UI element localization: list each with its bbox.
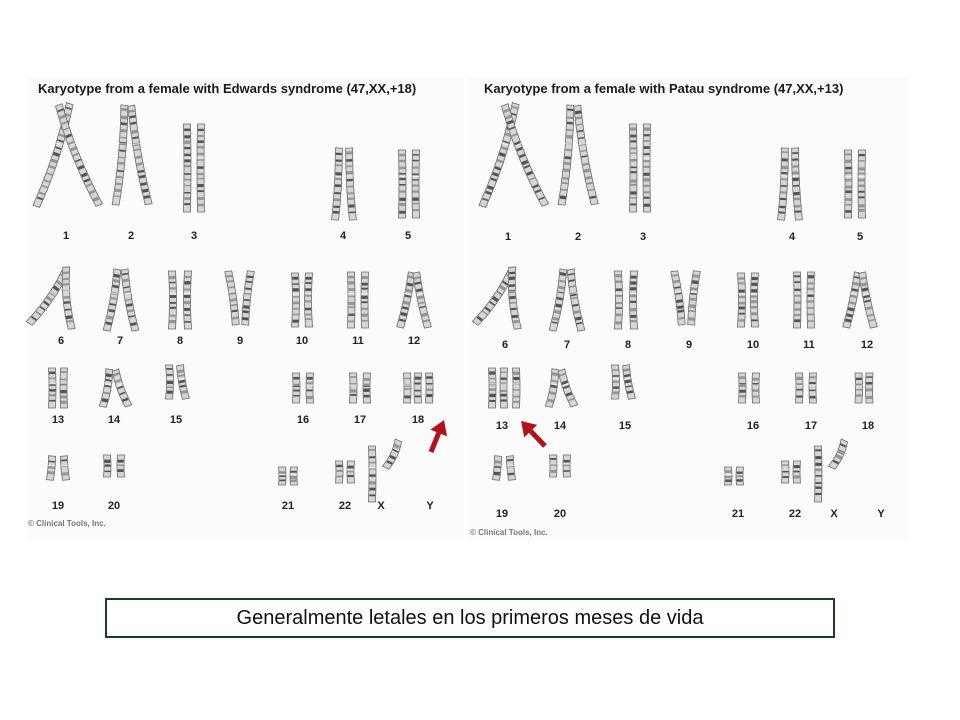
patau-chromosome-set — [468, 78, 908, 540]
chromosome-x-1 — [369, 446, 377, 502]
chromosome-label-16: 16 — [746, 420, 760, 432]
chromosome-3-2 — [197, 124, 205, 212]
chromosome-label-20: 20 — [107, 500, 121, 512]
chromosome-11-1 — [794, 272, 802, 328]
chromosome-6-2 — [506, 267, 521, 330]
chromosome-20-1 — [104, 455, 112, 477]
chromosome-label-19: 19 — [51, 500, 65, 512]
chromosome-x-2 — [828, 439, 849, 470]
chromosome-9-1 — [671, 271, 686, 326]
chromosome-13-2 — [500, 368, 508, 408]
chromosome-21-1 — [279, 467, 287, 485]
copyright-notice: © Clinical Tools, Inc. — [28, 519, 106, 528]
chromosome-16-2 — [752, 373, 760, 403]
chromosome-18-1 — [404, 373, 412, 403]
chromosome-20-1 — [550, 455, 558, 477]
chromosome-label-1: 1 — [62, 230, 70, 242]
chromosome-1-2 — [53, 104, 103, 208]
chromosome-16-1 — [739, 373, 747, 403]
edwards-karyotype-panel — [28, 78, 464, 540]
chromosome-label-16: 16 — [296, 414, 310, 426]
chromosome-label-3: 3 — [639, 231, 647, 243]
chromosome-12-2 — [858, 272, 877, 328]
chromosome-8-2 — [630, 271, 638, 329]
chromosome-14-2 — [111, 369, 132, 408]
chromosome-20-2 — [563, 455, 571, 477]
chromosome-label-12: 12 — [407, 335, 421, 347]
chromosome-17-1 — [350, 373, 358, 403]
chromosome-label-9: 9 — [685, 339, 693, 351]
chromosome-22-1 — [336, 461, 344, 483]
chromosome-label-15: 15 — [169, 414, 183, 426]
chromosome-22-2 — [793, 461, 801, 483]
chromosome-label-2: 2 — [127, 230, 135, 242]
chromosome-label-21: 21 — [731, 508, 745, 520]
chromosome-9-2 — [687, 271, 701, 326]
chromosome-5-2 — [412, 150, 420, 218]
chromosome-label-5: 5 — [404, 230, 412, 242]
chromosome-label-18: 18 — [861, 420, 875, 432]
chromosome-13-3 — [513, 368, 521, 408]
chromosome-21-1 — [725, 467, 733, 485]
chromosome-14-1 — [545, 369, 560, 408]
chromosome-10-2 — [305, 273, 313, 327]
chromosome-17-1 — [796, 373, 804, 403]
chromosome-9-1 — [225, 271, 240, 326]
chromosome-label-18: 18 — [411, 414, 425, 426]
chromosome-label-8: 8 — [176, 335, 184, 347]
chromosome-10-2 — [751, 273, 759, 327]
chromosome-19-2 — [506, 456, 516, 481]
chromosome-14-1 — [99, 369, 114, 408]
chromosome-4-2 — [345, 148, 357, 220]
chromosome-18-2 — [866, 373, 874, 403]
chromosome-x-1 — [815, 446, 823, 502]
chromosome-label-14: 14 — [553, 420, 567, 432]
chromosome-label-6: 6 — [501, 339, 509, 351]
chromosome-2-2 — [572, 105, 598, 205]
chromosome-label-22: 22 — [338, 500, 352, 512]
chromosome-label-22: 22 — [788, 508, 802, 520]
chromosome-label-7: 7 — [116, 335, 124, 347]
chromosome-11-1 — [348, 272, 356, 328]
chromosome-7-2 — [566, 269, 585, 332]
chromosome-4-2 — [791, 148, 803, 220]
chromosome-10-1 — [292, 273, 300, 327]
chromosome-18-1 — [855, 373, 863, 403]
chromosome-12-1 — [843, 272, 862, 328]
chromosome-1-2 — [499, 104, 549, 208]
chromosome-label-13: 13 — [495, 420, 509, 432]
chromosome-label-3: 3 — [190, 230, 198, 242]
chromosome-18-2 — [414, 373, 422, 403]
chromosome-15-1 — [612, 365, 620, 399]
chromosome-22-2 — [347, 461, 355, 483]
chromosome-8-1 — [169, 271, 177, 329]
chromosome-label-8: 8 — [624, 339, 632, 351]
chromosome-11-2 — [361, 272, 369, 328]
chromosome-13-1 — [49, 368, 57, 408]
chromosome-3-1 — [630, 124, 638, 212]
patau-karyotype-title: Karyotype from a female with Patau syndrome (47,XX,+13) — [484, 81, 844, 96]
chromosome-16-2 — [306, 373, 314, 403]
chromosome-3-1 — [184, 124, 192, 212]
chromosome-18-3 — [426, 373, 434, 403]
chromosome-6-2 — [60, 267, 75, 330]
chromosome-15-2 — [176, 365, 190, 400]
chromosome-21-2 — [736, 467, 744, 485]
chromosome-label-17: 17 — [804, 420, 818, 432]
edwards-chromosome-set — [28, 78, 464, 540]
chromosome-13-2 — [60, 368, 68, 408]
chromosome-17-2 — [809, 373, 817, 403]
chromosome-12-2 — [412, 272, 431, 328]
chromosome-1-1 — [479, 103, 522, 209]
chromosome-label-12: 12 — [860, 339, 874, 351]
chromosome-15-2 — [622, 365, 636, 400]
chromosome-9-2 — [241, 271, 255, 326]
chromosome-16-1 — [293, 373, 301, 403]
chromosome-label-19: 19 — [495, 508, 509, 520]
chromosome-10-1 — [738, 273, 746, 327]
chromosome-5-2 — [858, 150, 866, 218]
chromosome-4-1 — [332, 148, 344, 220]
chromosome-label-13: 13 — [51, 414, 65, 426]
chromosome-label-4: 4 — [339, 230, 347, 242]
chromosome-label-10: 10 — [295, 335, 309, 347]
chromosome-label-17: 17 — [353, 414, 367, 426]
chromosome-2-1 — [112, 105, 130, 205]
chromosome-label-14: 14 — [107, 414, 121, 426]
chromosome-7-2 — [120, 269, 139, 332]
copyright-notice: © Clinical Tools, Inc. — [470, 528, 548, 537]
caption-box — [105, 598, 835, 638]
chromosome-label-1: 1 — [504, 231, 512, 243]
chromosome-4-1 — [778, 148, 790, 220]
chromosome-2-2 — [126, 105, 152, 205]
chromosome-17-2 — [363, 373, 371, 403]
chromosome-5-1 — [399, 150, 407, 218]
chromosome-label-20: 20 — [553, 508, 567, 520]
chromosome-label-y: Y — [426, 500, 434, 512]
chromosome-5-1 — [845, 150, 853, 218]
chromosome-19-2 — [60, 456, 70, 481]
chromosome-1-1 — [33, 103, 76, 209]
chromosome-label-2: 2 — [574, 231, 582, 243]
chromosome-11-2 — [807, 272, 815, 328]
chromosome-13-1 — [489, 368, 497, 408]
chromosome-label-10: 10 — [746, 339, 760, 351]
chromosome-19-1 — [46, 456, 56, 481]
chromosome-22-1 — [782, 461, 790, 483]
patau-karyotype-panel — [468, 78, 908, 540]
chromosome-label-5: 5 — [856, 231, 864, 243]
chromosome-12-1 — [397, 272, 416, 328]
chromosome-7-1 — [103, 269, 122, 332]
chromosome-label-7: 7 — [563, 339, 571, 351]
chromosome-8-1 — [615, 271, 623, 329]
chromosome-14-2 — [557, 369, 578, 408]
caption-text: Generalmente letales en los primeros meses de vida — [236, 606, 704, 629]
chromosome-label-11: 11 — [803, 339, 815, 351]
chromosome-label-x: X — [377, 500, 385, 512]
chromosome-2-1 — [558, 105, 576, 205]
chromosome-label-4: 4 — [788, 231, 796, 243]
chromosome-8-2 — [184, 271, 192, 329]
chromosome-20-2 — [117, 455, 125, 477]
chromosome-label-15: 15 — [618, 420, 632, 432]
chromosome-label-21: 21 — [281, 500, 295, 512]
chromosome-label-11: 11 — [352, 335, 364, 347]
chromosome-label-y: Y — [877, 508, 885, 520]
chromosome-19-1 — [492, 456, 502, 481]
chromosome-7-1 — [549, 269, 568, 332]
chromosome-label-x: X — [830, 508, 838, 520]
chromosome-15-1 — [166, 365, 174, 399]
chromosome-x-2 — [382, 439, 403, 470]
edwards-karyotype-title: Karyotype from a female with Edwards syndrome (47,XX,+18) — [38, 81, 417, 96]
chromosome-label-6: 6 — [57, 335, 65, 347]
chromosome-3-2 — [643, 124, 651, 212]
chromosome-21-2 — [290, 467, 298, 485]
chromosome-label-9: 9 — [236, 335, 244, 347]
